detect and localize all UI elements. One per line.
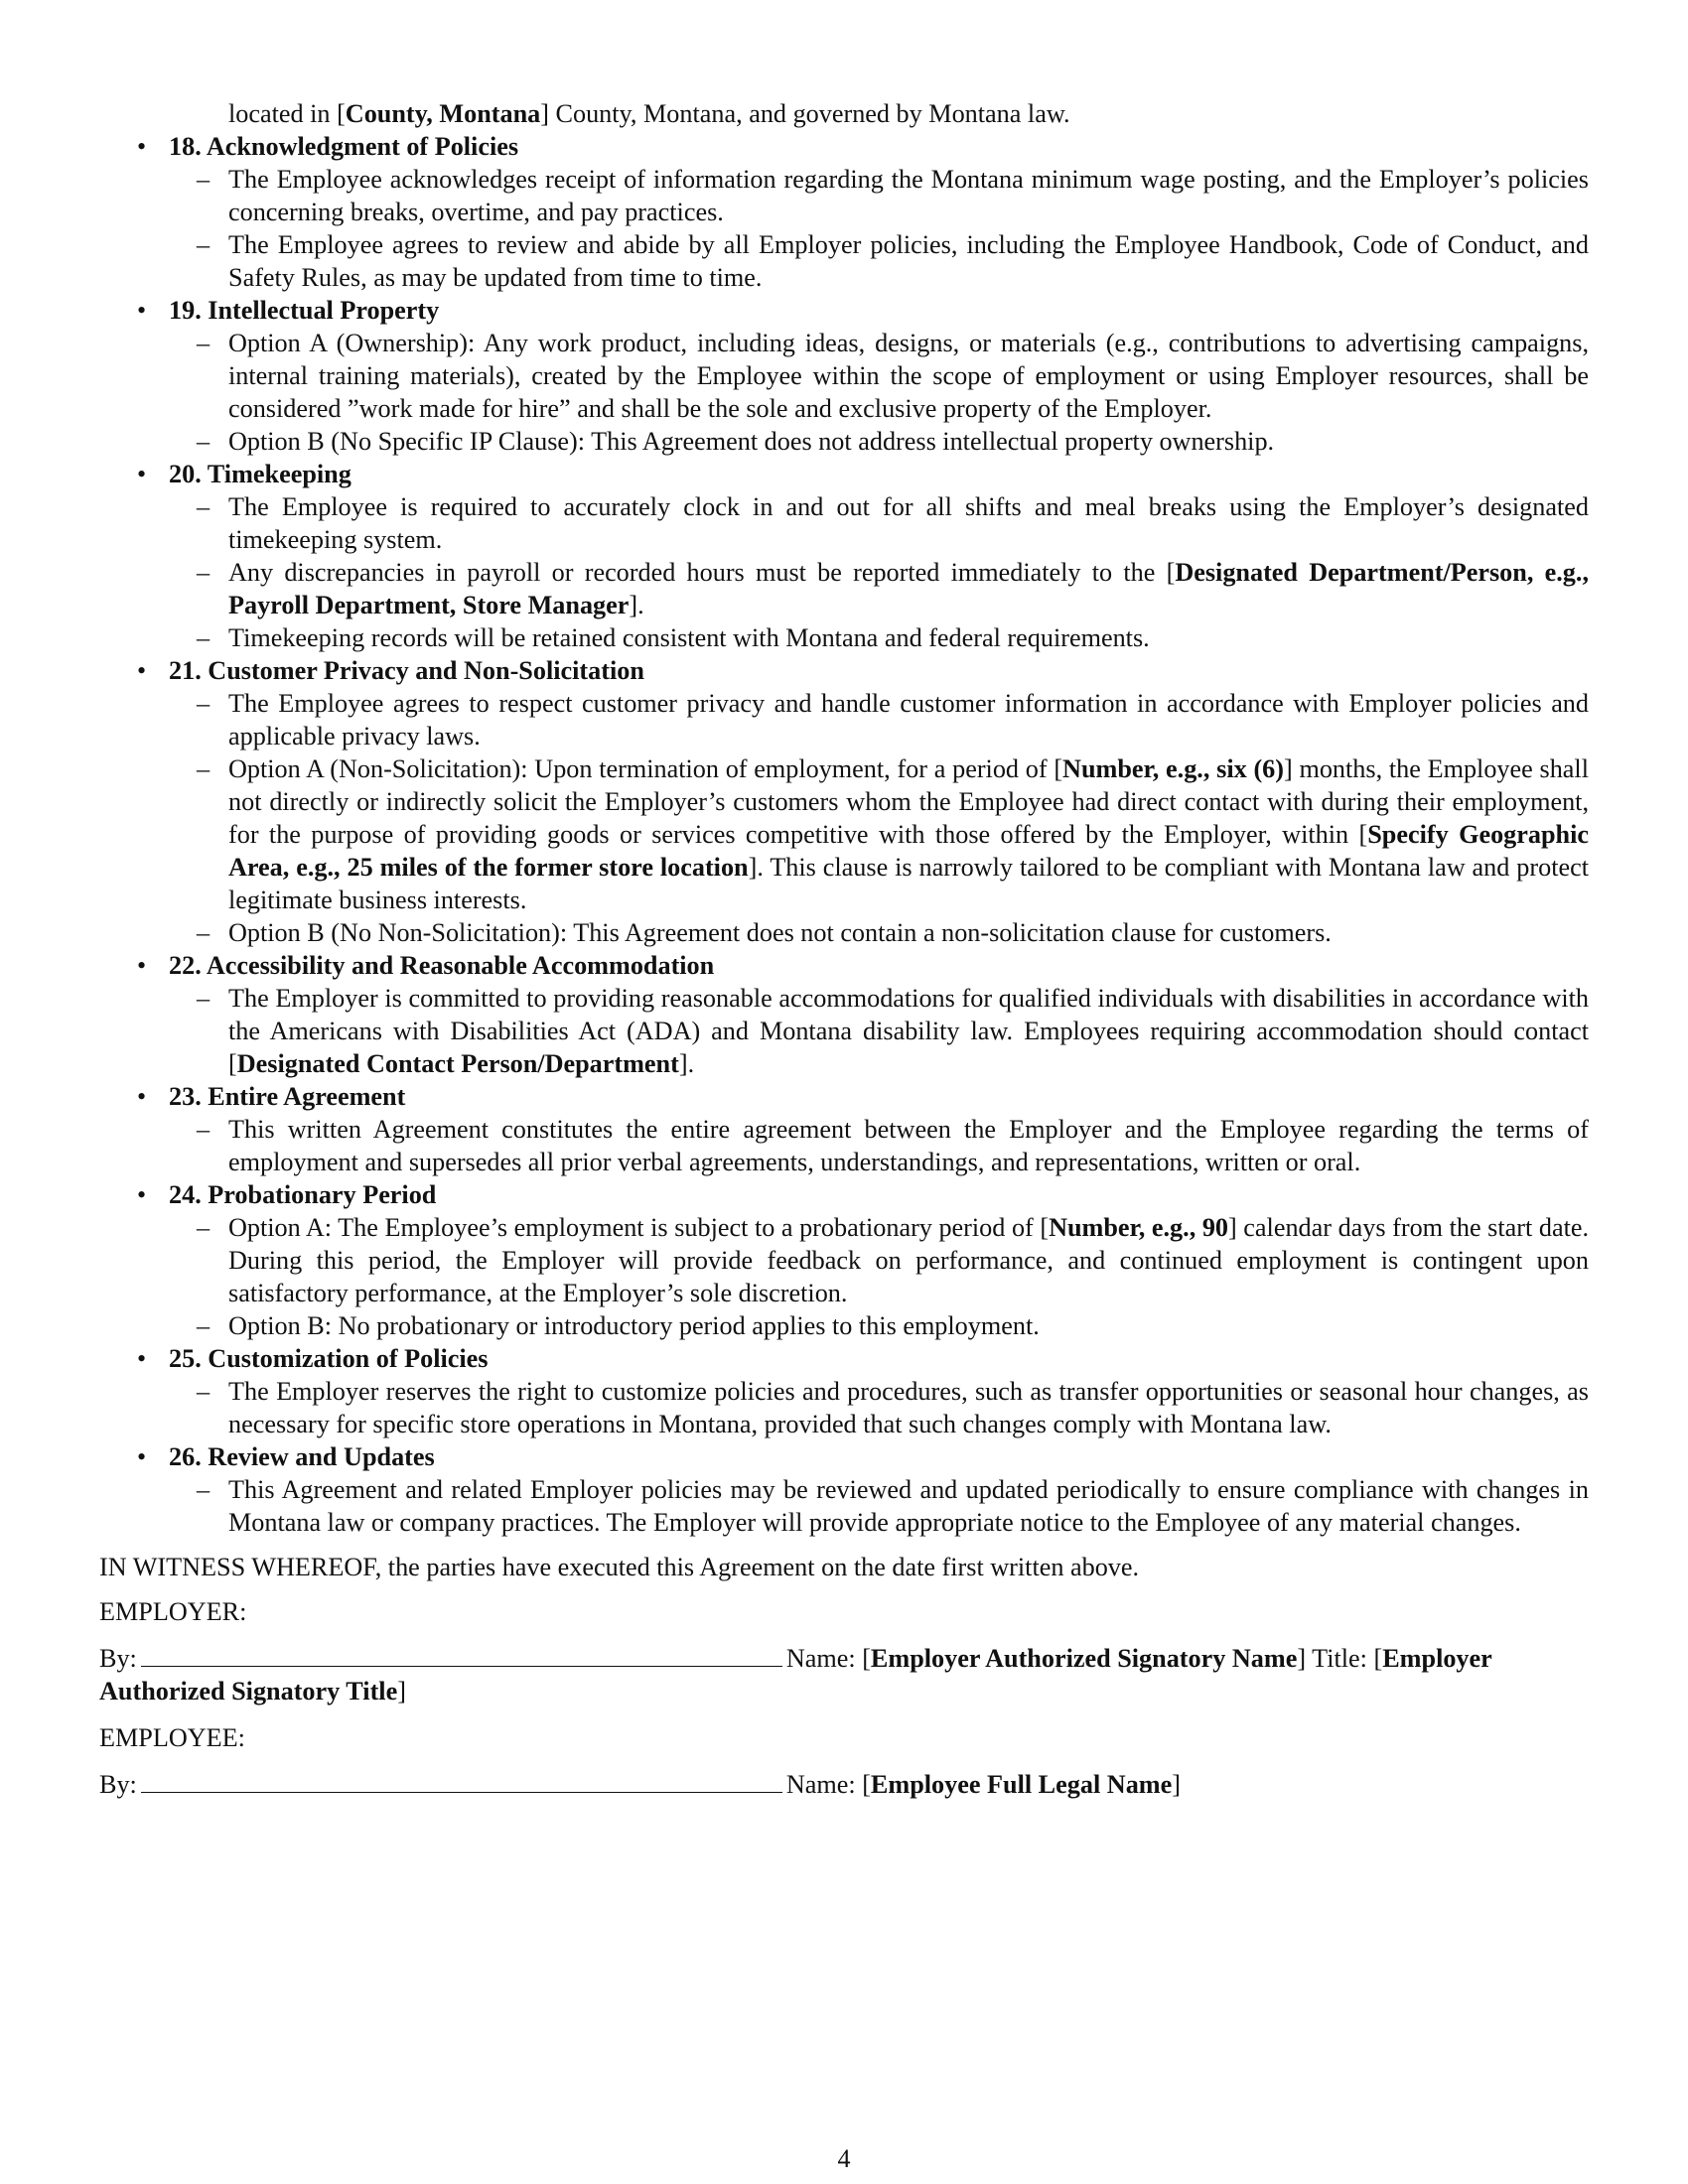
- section-item: [99, 1473, 1589, 1539]
- section: [99, 1080, 1589, 1113]
- employer-signatory-title: Employer Authorized Signatory Title: [99, 1644, 1492, 1706]
- bullet-icon: •: [137, 1180, 147, 1209]
- dash-icon: –: [197, 1213, 211, 1242]
- item-text: Option A: The Employee’s employment is subject to a probationary period of [: [228, 1213, 1050, 1242]
- item-text: The Employee is required to accurately clock in and out for all shifts and meal breaks using the Employer’s designated timekeeping system.: [228, 492, 1589, 554]
- section-item: [99, 327, 1589, 425]
- section-item: [99, 1211, 1589, 1309]
- employee-full-name: Employee Full Legal Name: [870, 1770, 1173, 1799]
- dash-icon: –: [197, 1475, 211, 1504]
- section-item: [99, 1113, 1589, 1178]
- bullet-icon: •: [137, 1082, 147, 1111]
- dash-icon: –: [197, 558, 211, 587]
- bullet-icon: •: [137, 1442, 147, 1471]
- item-text: ].: [678, 1049, 695, 1078]
- dash-icon: –: [197, 165, 211, 194]
- item-text: ] months, the Employee shall not directly or indirectly solicit the Employer’s customers whom the Employee had direct contact with during their employment, for the purpose of providing goods or services competitive with those offered by the Employer, within [: [228, 754, 1589, 849]
- item-text: Option B (No Non-Solicitation): This Agreement does not contain a non-solicitation clause for customers.: [228, 918, 1332, 947]
- item-text: Option B (No Specific IP Clause): This Agreement does not address intellectual property ownership.: [228, 427, 1275, 456]
- section: [99, 1342, 1589, 1375]
- bullet-icon: •: [137, 296, 147, 325]
- bullet-icon: •: [137, 656, 147, 685]
- dash-icon: –: [197, 427, 211, 456]
- item-text: The Employee agrees to review and abide by all Employer policies, including the Employee Handbook, Code of Conduct, and Safety Rules, as may be updated from time to time.: [228, 230, 1589, 292]
- section-title: 20. Timekeeping: [169, 460, 352, 488]
- section: [99, 1440, 1589, 1473]
- dash-icon: –: [197, 689, 211, 718]
- section-item: [99, 687, 1589, 752]
- document-page: [99, 97, 1589, 1801]
- dash-icon: –: [197, 1311, 211, 1340]
- section-item: [99, 556, 1589, 621]
- item-text: ].: [629, 591, 644, 619]
- section-title: 25. Customization of Policies: [169, 1344, 489, 1373]
- placeholder-text: Designated Contact Person/Department: [236, 1049, 679, 1078]
- section-title: 21. Customer Privacy and Non-Solicitation: [169, 656, 644, 685]
- bullet-icon: •: [137, 1344, 147, 1373]
- placeholder-text: Designated Department/Person, e.g., Payroll Department, Store Manager: [228, 558, 1589, 619]
- employee-signature-line[interactable]: [141, 1768, 782, 1793]
- section-item: [99, 163, 1589, 228]
- item-text: Any discrepancies in payroll or recorded hours must be reported immediately to the [: [228, 558, 1176, 587]
- item-text: This Agreement and related Employer policies may be reviewed and updated periodically to ensure compliance with changes in Montana law or company practices. The Employer will provide appropriate notice to the Employee of any material changes.: [228, 1475, 1589, 1537]
- item-text: ]. This clause is narrowly tailored to be compliant with Montana law and protect legitimate business interests.: [228, 853, 1589, 914]
- employer-heading: EMPLOYER:: [99, 1597, 247, 1626]
- bullet-icon: •: [137, 132, 147, 161]
- placeholder-text: Number, e.g., 90: [1049, 1213, 1229, 1242]
- section: [99, 654, 1589, 687]
- employer-signature-line[interactable]: [141, 1642, 782, 1667]
- bullet-icon: •: [137, 460, 147, 488]
- continued-paragraph: located in [County, Montana] County, Montana, and governed by Montana law.: [228, 99, 1070, 128]
- item-text: Option A (Non-Solicitation): Upon termination of employment, for a period of [: [228, 754, 1063, 783]
- section: [99, 1178, 1589, 1211]
- section-item: [99, 621, 1589, 654]
- section-item: [99, 982, 1589, 1080]
- section-item: [99, 425, 1589, 458]
- item-text: This written Agreement constitutes the entire agreement between the Employer and the Employee regarding the terms of employment and supersedes all prior verbal agreements, understandings, and representations, written or oral.: [228, 1115, 1589, 1176]
- employee-signature-block: By: Name: [Employee Full Legal Name]: [99, 1770, 1181, 1799]
- section: [99, 130, 1589, 163]
- county-placeholder: County, Montana: [345, 99, 541, 128]
- dash-icon: –: [197, 623, 211, 652]
- section-title: 18. Acknowledgment of Policies: [169, 132, 519, 161]
- section-item: [99, 916, 1589, 949]
- employer-signature-block: By: Name: [Employer Authorized Signatory Name] Title: [Employer Authorized Signatory Title]: [99, 1644, 1492, 1706]
- section: [99, 458, 1589, 490]
- section-title: 24. Probationary Period: [169, 1180, 437, 1209]
- section-title: 19. Intellectual Property: [169, 296, 440, 325]
- dash-icon: –: [197, 1115, 211, 1144]
- witness-clause: IN WITNESS WHEREOF, the parties have executed this Agreement on the date first written above.: [99, 1553, 1140, 1581]
- item-text: Timekeeping records will be retained consistent with Montana and federal requirements.: [228, 623, 1150, 652]
- section: [99, 294, 1589, 327]
- section-title: 26. Review and Updates: [169, 1442, 435, 1471]
- dash-icon: –: [197, 754, 211, 783]
- page-number: 4: [837, 2144, 851, 2173]
- item-text: The Employer is committed to providing reasonable accommodations for qualified individuals with disabilities in accordance with the Americans with Disabilities Act (ADA) and Montana disability law. Employees requiring accommodation should contact [: [228, 984, 1589, 1078]
- item-text: Option B: No probationary or introductory period applies to this employment.: [228, 1311, 1040, 1340]
- item-text: The Employee acknowledges receipt of information regarding the Montana minimum wage posting, and the Employer’s policies concerning breaks, overtime, and pay practices.: [228, 165, 1589, 226]
- section-item: [99, 490, 1589, 556]
- placeholder-text: Number, e.g., six (6): [1062, 754, 1284, 783]
- dash-icon: –: [197, 492, 211, 521]
- item-text: The Employer reserves the right to customize policies and procedures, such as transfer opportunities or seasonal hour changes, as necessary for specific store operations in Montana, provided that such changes comply with Montana law.: [228, 1377, 1589, 1438]
- item-text: Option A (Ownership): Any work product, including ideas, designs, or materials (e.g., contributions to advertising campaigns, internal training materials), created by the Employee within the scope of employment or using Employer resources, shall be considered ”work made for hire” and shall be the sole and exclusive property of the Employer.: [228, 329, 1589, 423]
- section-title: 22. Accessibility and Reasonable Accommodation: [169, 951, 715, 980]
- dash-icon: –: [197, 1377, 211, 1406]
- placeholder-text: Specify Geographic Area, e.g., 25 miles of the former store location: [228, 820, 1589, 882]
- section-title: 23. Entire Agreement: [169, 1082, 406, 1111]
- employer-signatory-name: Employer Authorized Signatory Name: [870, 1644, 1298, 1673]
- dash-icon: –: [197, 984, 211, 1013]
- dash-icon: –: [197, 329, 211, 357]
- section-item: [99, 1375, 1589, 1440]
- item-text: The Employee agrees to respect customer privacy and handle customer information in accordance with Employer policies and applicable privacy laws.: [228, 689, 1589, 751]
- section: [99, 949, 1589, 982]
- dash-icon: –: [197, 230, 211, 259]
- bullet-icon: •: [137, 951, 147, 980]
- dash-icon: –: [197, 918, 211, 947]
- section-item: [99, 228, 1589, 294]
- employee-heading: EMPLOYEE:: [99, 1723, 245, 1752]
- item-text: ] calendar days from the start date. During this period, the Employer will provide feedback on performance, and continued employment is contingent upon satisfactory performance, at the Employer’s sole discretion.: [228, 1213, 1590, 1307]
- sections-list: [99, 130, 1589, 1539]
- section-item: [99, 1309, 1589, 1342]
- section-item: [99, 752, 1589, 916]
